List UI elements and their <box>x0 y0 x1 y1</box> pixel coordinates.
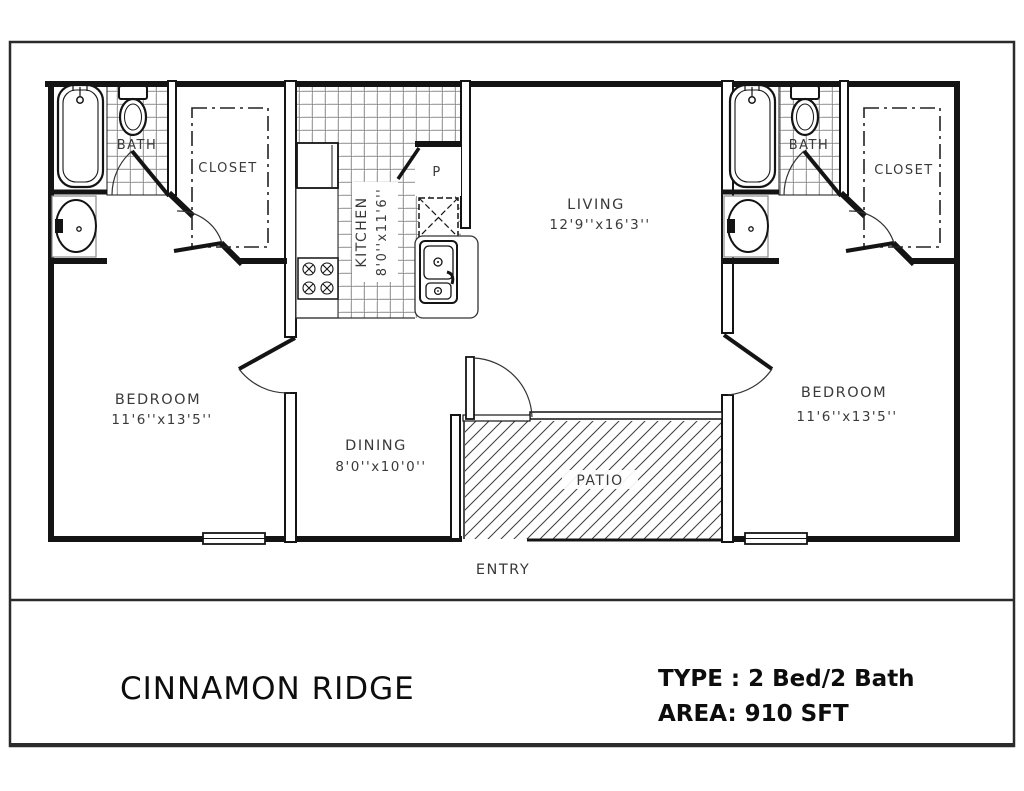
plan-area: AREA: 910 SFT <box>658 701 849 727</box>
kitchen-label: KITCHEN <box>354 196 370 268</box>
stove <box>298 258 338 299</box>
closet-right-label: CLOSET <box>874 163 934 178</box>
bedroom-right-window <box>745 533 807 544</box>
faucet <box>727 219 735 233</box>
plan-type: TYPE : 2 Bed/2 Bath <box>658 666 915 692</box>
plan-name: CINNAMON RIDGE <box>120 671 415 707</box>
bathtub-right <box>730 85 775 187</box>
closet-left-outline <box>192 108 268 247</box>
living-dims: 12'9''x16'3'' <box>549 217 651 233</box>
pantry-label: P <box>432 165 442 180</box>
utility-box <box>419 198 458 237</box>
bedroom-right-dims: 11'6''x13'5'' <box>796 409 898 425</box>
patio-label: PATIO <box>576 473 624 489</box>
chamfer-left-b <box>221 243 242 264</box>
closet-right-door <box>846 211 894 251</box>
bedroom-left-label: BEDROOM <box>114 392 202 408</box>
kitchen-sink <box>415 236 478 318</box>
toilet-left <box>119 86 147 135</box>
closet-left-label: CLOSET <box>198 161 258 176</box>
vanity-sink-right <box>724 196 768 257</box>
entry-door <box>466 357 532 419</box>
living-label: LIVING <box>567 197 625 213</box>
wall-bedroom-left-upper <box>285 81 296 337</box>
wall-bedroom-left-lower <box>285 393 296 542</box>
title-block <box>120 666 915 727</box>
wall-bath-closet-right <box>840 81 848 195</box>
entry-label: ENTRY <box>475 562 531 578</box>
dining-label: DINING <box>345 438 407 454</box>
bath-left-label: BATH <box>116 138 158 153</box>
vanity-sink-left <box>52 196 96 257</box>
wall-kitchen-living <box>461 81 470 228</box>
refrigerator <box>297 143 338 188</box>
kitchen-dims: 8'0''x11'6'' <box>375 187 390 277</box>
bathtub-left <box>58 85 103 187</box>
toilet-right <box>791 86 819 135</box>
bedroom-right-label: BEDROOM <box>800 385 888 401</box>
doors <box>112 147 894 419</box>
bath-right-label: BATH <box>788 138 830 153</box>
patio-slider-wall <box>530 412 722 419</box>
wall-bedroom-right-lower <box>722 395 733 542</box>
closet-left-door <box>174 211 222 251</box>
faucet <box>55 219 63 233</box>
bedroom-right-door <box>724 335 772 395</box>
wall-bath-closet-left <box>168 81 176 195</box>
bedroom-left-window <box>203 533 265 544</box>
wall-dining-right <box>451 415 460 539</box>
dining-dims: 8'0''x10'0'' <box>335 459 427 475</box>
bedroom-left-door <box>239 338 295 393</box>
bedroom-left-dims: 11'6''x13'5'' <box>111 412 213 428</box>
chamfer-right-b <box>893 243 914 264</box>
